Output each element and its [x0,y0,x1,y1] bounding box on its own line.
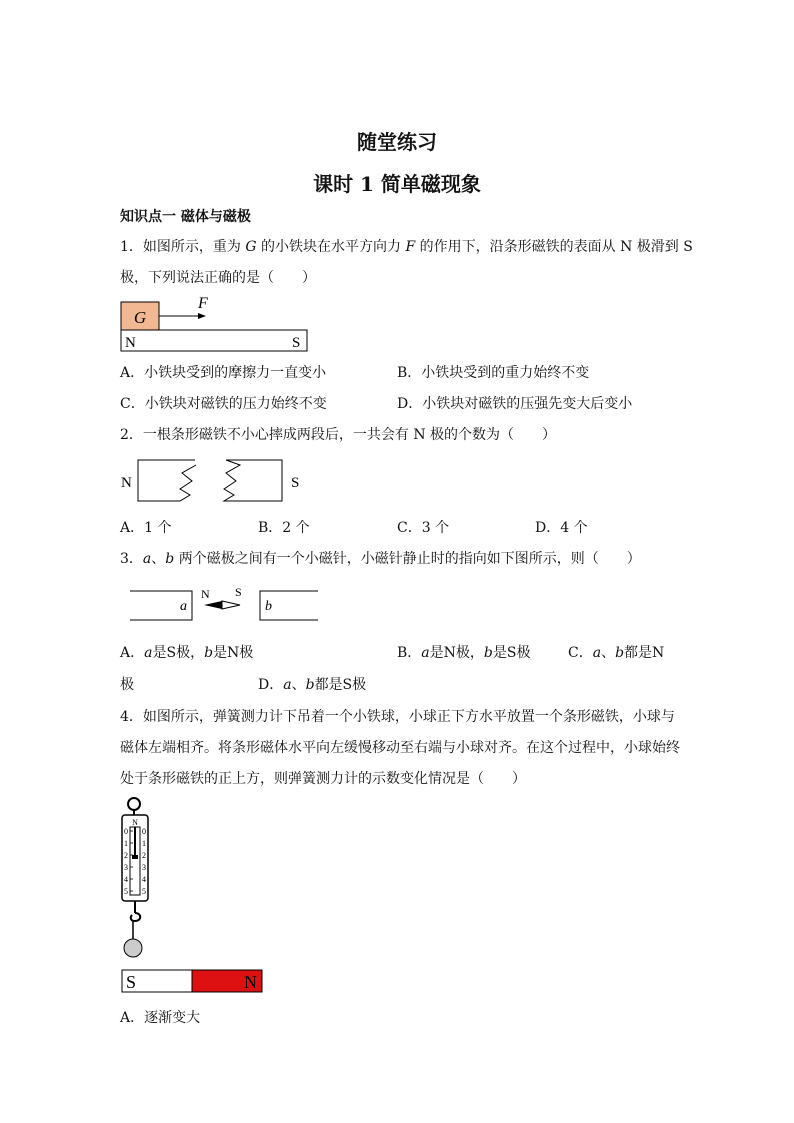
magnet-piece-left [138,460,196,501]
magnet-s-label: S [292,335,301,351]
needle-n-end [204,601,222,609]
force-arrowhead [198,313,206,319]
scale-tick-label: 0 [124,827,128,836]
scale-tick-label: 3 [124,863,128,872]
q3-option-d[interactable]: D．a、b都是S极 [258,677,367,693]
q1-stem-line2: 极，下列说法正确的是（ ） [120,270,316,286]
q3-option-a[interactable]: A．a是S极，b是N极 [120,645,254,661]
magnet-n-label: N [244,972,257,992]
q1-option-a[interactable]: A．小铁块受到的摩擦力一直变小 [120,365,327,381]
iron-ball [124,939,142,957]
magnet-s-label: S [126,972,137,992]
q1-option-b[interactable]: B．小铁块受到的重力始终不变 [397,365,590,381]
scale-tick-label: 3 [142,863,146,872]
q1-option-c[interactable]: C．小铁块对磁铁的压力始终不变 [120,396,327,412]
needle-s-end [222,601,240,609]
q2-stem: 2．一根条形磁铁不小心摔成两段后，一共会有 N 极的个数为（ ） [120,427,557,443]
lesson-title: 课时 1 简单磁现象 [313,172,481,196]
scale-tick-label: 2 [142,851,146,860]
q4-option-a[interactable]: A．逐渐变大 [120,1010,201,1026]
scale-tick-label: 4 [124,875,128,884]
scale-pointer [132,855,138,859]
q4-stem-line2: 磁体左端相齐。将条形磁体水平向左缓慢移动至右端与小球对齐。在这个过程中，小球始终 [120,740,680,756]
force-label: F [198,295,208,312]
q1-option-d[interactable]: D．小铁块对磁铁的压强先变大后变小 [397,396,633,412]
q2-option-b[interactable]: B．2 个 [258,520,310,536]
q2-option-a[interactable]: A．1 个 [120,520,172,536]
q1-figure [120,292,310,354]
scale-tick-label: 1 [142,839,146,848]
bar-magnet [121,330,307,351]
needle-n-label: N [201,587,210,601]
scale-top-label: N [132,818,138,827]
q3-option-b[interactable]: B．a是N极，b是S极 [397,645,531,661]
q2-option-c[interactable]: C．3 个 [397,520,450,536]
q4-stem-line1: 4．如图所示，弹簧测力计下吊着一个小铁球，小球正下方水平放置一个条形磁铁，小球与 [120,709,675,725]
broken-magnet-s-label: S [291,475,300,491]
q4-figure [118,795,268,995]
broken-magnet-n-label: N [121,475,132,491]
needle-s-label: S [235,585,242,599]
q1-stem-line1: 1．如图所示，重为 G 的小铁块在水平方向力 F 的作用下，沿条形磁铁的表面从 N 极滑到 S [120,239,693,255]
q3-option-c[interactable]: C．a、b都是N [568,645,665,661]
pole-b-label: b [265,599,272,614]
q3-figure [128,582,328,624]
magnet-piece-right [224,460,282,501]
page-title: 随堂练习 [357,130,437,154]
hook-icon [131,913,140,921]
scale-tick-label: 4 [142,875,146,884]
q3-option-c-continued: 极 [120,677,134,693]
q2-option-d[interactable]: D．4 个 [535,520,588,536]
q3-stem: 3．a、b 两个磁极之间有一个小磁针，小磁针静止时的指向如下图所示，则（ ） [120,551,641,567]
scale-tick-label: 5 [142,887,146,896]
pole-a-label: a [180,599,187,614]
scale-tick-label: 2 [124,851,128,860]
scale-ring [128,798,140,810]
block-label: G [133,308,147,327]
section-title: 知识点一 磁体与磁极 [120,209,251,225]
scale-tick-label: 0 [142,827,146,836]
scale-tick-label: 1 [124,839,128,848]
scale-tick-label: 5 [124,887,128,896]
q2-figure [120,455,310,507]
magnet-n-label: N [125,335,136,351]
q4-stem-line3: 处于条形磁铁的正上方，则弹簧测力计的示数变化情况是（ ） [120,771,526,787]
